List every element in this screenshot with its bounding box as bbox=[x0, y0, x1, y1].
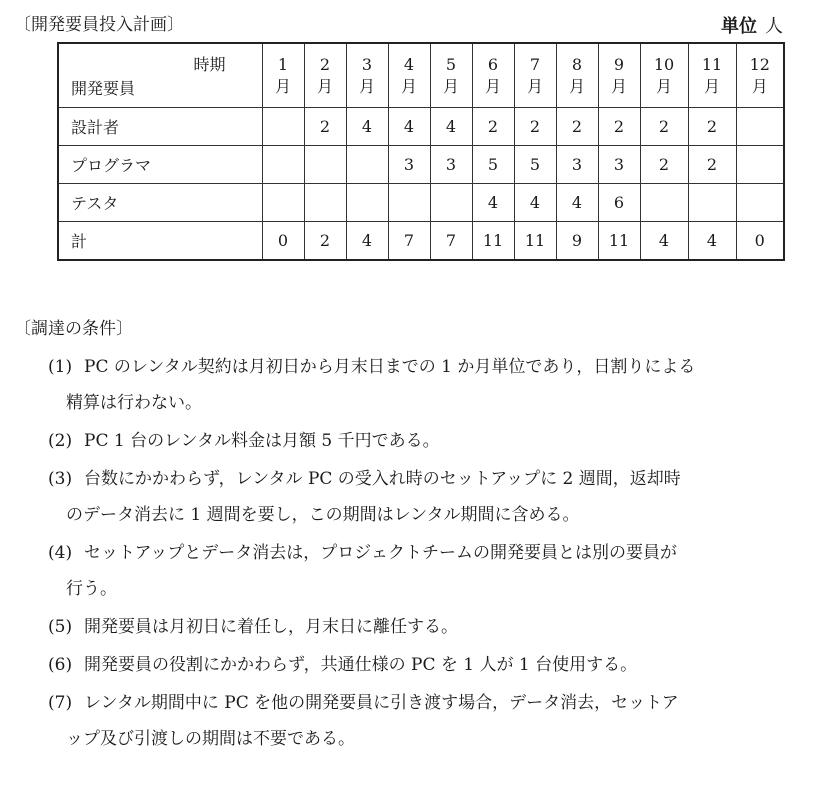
month-number: 6 bbox=[487, 54, 499, 74]
table-cell: 11 bbox=[472, 222, 514, 261]
table-header-row bbox=[58, 43, 784, 108]
table-cell bbox=[262, 146, 304, 184]
month-number: 7 bbox=[529, 54, 541, 74]
month-number: 2 bbox=[319, 54, 331, 74]
table-row bbox=[58, 184, 784, 222]
month-suffix: 月 bbox=[400, 76, 417, 96]
month-suffix: 月 bbox=[484, 76, 501, 96]
table-cell bbox=[430, 184, 472, 222]
condition-number: (6) bbox=[48, 655, 73, 675]
condition-text-continued: 精算は行わない。 bbox=[66, 393, 202, 413]
table-cell: 4 bbox=[514, 184, 556, 222]
plan-title: 〔開発要員投入計画〕 bbox=[14, 15, 184, 35]
month-header bbox=[556, 43, 598, 108]
condition-item bbox=[48, 354, 808, 416]
table-cell: 7 bbox=[388, 222, 430, 261]
condition-text: PC のレンタル契約は月初日から月末日までの 1 か月単位であり，日割りによる bbox=[84, 357, 696, 377]
table-cell: 2 bbox=[598, 108, 640, 146]
condition-number: (4) bbox=[48, 543, 73, 563]
condition-text: PC 1 台のレンタル料金は月額 5 千円である。 bbox=[84, 431, 440, 451]
month-header bbox=[640, 43, 688, 108]
table-cell bbox=[262, 108, 304, 146]
table-cell: 2 bbox=[640, 108, 688, 146]
table-row bbox=[58, 222, 784, 261]
table-cell: 4 bbox=[430, 108, 472, 146]
table-cell bbox=[640, 184, 688, 222]
condition-text: 開発要員は月初日に着任し，月末日に離任する。 bbox=[84, 617, 458, 637]
table-cell bbox=[736, 184, 784, 222]
condition-number: (7) bbox=[48, 693, 73, 713]
table-cell: 5 bbox=[472, 146, 514, 184]
month-suffix: 月 bbox=[442, 76, 459, 96]
month-number: 3 bbox=[361, 54, 373, 74]
row-label: プログラマ bbox=[58, 146, 262, 184]
condition-item bbox=[48, 690, 808, 752]
month-header bbox=[472, 43, 514, 108]
table-cell: 4 bbox=[688, 222, 736, 261]
month-number: 4 bbox=[403, 54, 415, 74]
condition-item bbox=[48, 428, 808, 454]
table-cell: 3 bbox=[388, 146, 430, 184]
month-suffix: 月 bbox=[655, 76, 672, 96]
condition-text: 台数にかかわらず，レンタル PC の受入れ時のセットアップに 2 週間，返却時 bbox=[84, 469, 681, 489]
table-cell: 4 bbox=[640, 222, 688, 261]
table-cell: 11 bbox=[598, 222, 640, 261]
condition-number: (1) bbox=[48, 357, 73, 377]
row-label: 計 bbox=[58, 222, 262, 261]
table-cell: 2 bbox=[640, 146, 688, 184]
condition-text-continued: のデータ消去に 1 週間を要し，この期間はレンタル期間に含める。 bbox=[66, 505, 580, 525]
month-number: 11 bbox=[701, 54, 723, 74]
month-suffix: 月 bbox=[316, 76, 333, 96]
month-number: 12 bbox=[749, 54, 770, 74]
condition-item bbox=[48, 614, 808, 640]
month-number: 10 bbox=[653, 54, 675, 74]
table-cell bbox=[346, 146, 388, 184]
condition-item bbox=[48, 466, 808, 528]
unit-label: 単位 bbox=[721, 16, 757, 37]
table-cell: 4 bbox=[556, 184, 598, 222]
table-row bbox=[58, 108, 784, 146]
month-number: 9 bbox=[613, 54, 625, 74]
table-cell: 11 bbox=[514, 222, 556, 261]
table-cell: 2 bbox=[556, 108, 598, 146]
month-header bbox=[388, 43, 430, 108]
month-number: 1 bbox=[277, 54, 289, 74]
table-cell: 4 bbox=[388, 108, 430, 146]
table-cell: 4 bbox=[346, 222, 388, 261]
staff-heading: 開発要員 bbox=[71, 79, 136, 98]
table-cell: 5 bbox=[514, 146, 556, 184]
table-cell bbox=[262, 184, 304, 222]
conditions-title: 〔調達の条件〕 bbox=[14, 319, 133, 339]
condition-text-continued: 行う。 bbox=[66, 579, 117, 599]
table-cell bbox=[688, 184, 736, 222]
table-cell: 2 bbox=[688, 146, 736, 184]
condition-text: セットアップとデータ消去は，プロジェクトチームの開発要員とは別の要員が bbox=[84, 543, 677, 563]
corner-cell bbox=[58, 43, 262, 108]
row-label: テスタ bbox=[58, 184, 262, 222]
month-suffix: 月 bbox=[358, 76, 375, 96]
table-cell: 2 bbox=[514, 108, 556, 146]
period-heading: 時期 bbox=[193, 55, 226, 74]
month-header bbox=[304, 43, 346, 108]
condition-number: (3) bbox=[48, 469, 73, 489]
month-suffix: 月 bbox=[703, 76, 720, 96]
table-cell bbox=[346, 184, 388, 222]
month-number: 5 bbox=[445, 54, 457, 74]
table-cell: 0 bbox=[262, 222, 304, 261]
month-suffix: 月 bbox=[751, 76, 768, 96]
table-cell: 3 bbox=[598, 146, 640, 184]
table-row bbox=[58, 146, 784, 184]
condition-text-continued: ップ及び引渡しの期間は不要である。 bbox=[66, 729, 355, 749]
month-suffix: 月 bbox=[274, 76, 291, 96]
month-suffix: 月 bbox=[610, 76, 627, 96]
table-cell: 6 bbox=[598, 184, 640, 222]
table-cell bbox=[736, 146, 784, 184]
month-header bbox=[430, 43, 472, 108]
condition-text: レンタル期間中に PC を他の開発要員に引き渡す場合，データ消去，セットア bbox=[84, 693, 679, 713]
table-cell: 2 bbox=[472, 108, 514, 146]
table-cell: 4 bbox=[472, 184, 514, 222]
table-cell: 9 bbox=[556, 222, 598, 261]
month-header bbox=[736, 43, 784, 108]
month-number: 8 bbox=[571, 54, 583, 74]
unit-note bbox=[721, 12, 783, 38]
staffing-plan-table bbox=[57, 42, 785, 261]
table-cell: 3 bbox=[556, 146, 598, 184]
month-header bbox=[688, 43, 736, 108]
table-cell: 2 bbox=[688, 108, 736, 146]
month-header bbox=[262, 43, 304, 108]
month-suffix: 月 bbox=[526, 76, 543, 96]
condition-item bbox=[48, 540, 808, 602]
table-cell: 3 bbox=[430, 146, 472, 184]
table-cell bbox=[388, 184, 430, 222]
month-header bbox=[346, 43, 388, 108]
month-header bbox=[514, 43, 556, 108]
table-cell bbox=[304, 146, 346, 184]
table-cell: 2 bbox=[304, 222, 346, 261]
conditions-list bbox=[48, 354, 808, 764]
table-cell: 4 bbox=[346, 108, 388, 146]
table-cell bbox=[736, 108, 784, 146]
condition-item bbox=[48, 652, 808, 678]
month-header bbox=[598, 43, 640, 108]
month-suffix: 月 bbox=[568, 76, 585, 96]
row-label: 設計者 bbox=[58, 108, 262, 146]
table-cell: 2 bbox=[304, 108, 346, 146]
table-cell bbox=[304, 184, 346, 222]
unit-value: 人 bbox=[765, 16, 783, 37]
table-cell: 7 bbox=[430, 222, 472, 261]
condition-number: (2) bbox=[48, 431, 73, 451]
condition-number: (5) bbox=[48, 617, 73, 637]
condition-text: 開発要員の役割にかかわらず，共通仕様の PC を 1 人が 1 台使用する。 bbox=[84, 655, 638, 675]
table-cell: 0 bbox=[736, 222, 784, 261]
